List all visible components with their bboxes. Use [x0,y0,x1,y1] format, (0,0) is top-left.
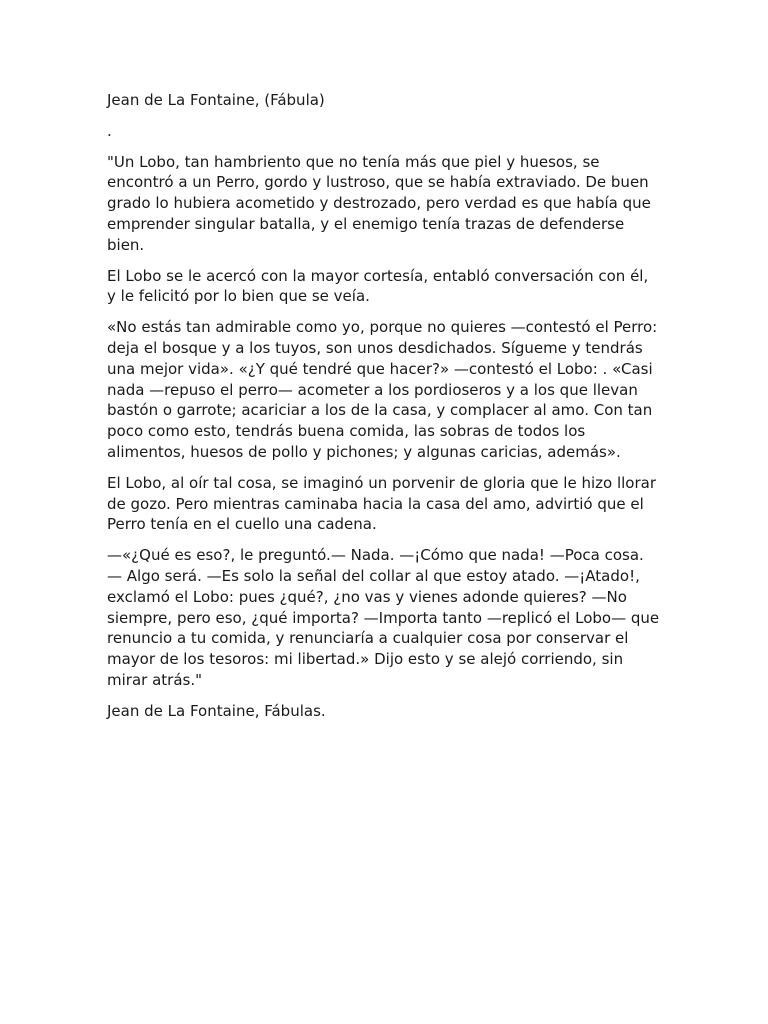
document-heading: Jean de La Fontaine, (Fábula) [107,91,325,109]
paragraph-3: «No estás tan admirable como yo, porque no quieres —contestó el Perro: deja el bosque y a los tuyos, son unos desdichados. Sígueme y tendrás una mejor vida». «¿Y qué tendré que hacer?» —contestó el Lobo: . «Casi nada —repuso el perro— acometer a los pordioseros y a los que llevan bastón o garrote; acariciar a los de la casa, y complacer al amo. Con tan poco como esto, tendrás buena comida, las sobras de todos los alimentos, huesos de pollo y pichones; y algunas caricias, además». [107,318,658,461]
document-page [107,90,667,732]
paragraph-1: "Un Lobo, tan hambriento que no tenía más que piel y huesos, se encontró a un Perro, gordo y lustroso, que se había extraviado. De buen grado lo hubiera acometido y destrozado, pero verdad es que había que emprender singular batalla, y el enemigo tenía trazas de defenderse bien. [107,152,651,254]
paragraph-2: El Lobo se le acercó con la mayor cortesía, entabló conversación con él, y le felicitó por lo bien que se veía. [107,266,649,306]
attribution: Jean de La Fontaine, Fábulas. [107,701,326,720]
paragraph-5: —«¿Qué es eso?, le preguntó.— Nada. —¡Cómo que nada! —Poca cosa. — Algo será. —Es solo la señal del collar al que estoy atado. —¡Atado!, exclamó el Lobo: pues ¿qué?, ¿no vas y vienes adonde quieres? —No siempre, pero eso, ¿qué importa? —Importa tanto —replicó el Lobo— que renuncio a tu comida, y renunciaría a cualquier cosa por conservar el mayor de los tesoros: mi libertad.» Dijo esto y se alejó corriendo, sin mirar atrás." [107,546,660,689]
paragraph-4: El Lobo, al oír tal cosa, se imaginó un porvenir de gloria que le hizo llorar de gozo. Pero mientras caminaba hacia la casa del amo, advirtió que el Perro tenía en el cuello una cadena. [107,473,656,534]
separator-dot: . [107,121,112,140]
